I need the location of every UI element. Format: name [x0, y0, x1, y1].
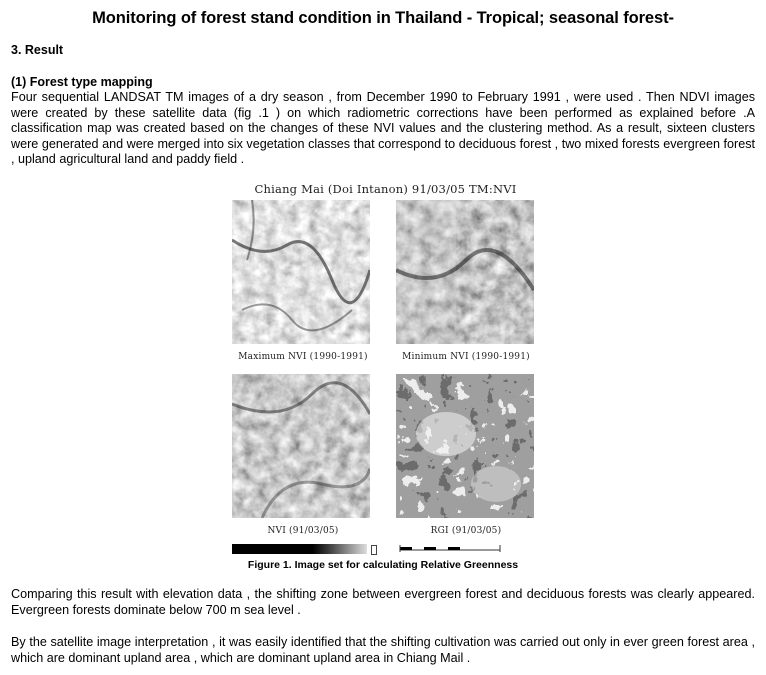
section-heading: 3. Result [11, 43, 64, 57]
panel-label-maximum-nvi: Maximum NVI (1990-1991) [238, 352, 368, 362]
panel-minimum-nvi-image [396, 200, 534, 344]
panel-nvi-image [232, 374, 370, 518]
figure-image-title: Chiang Mai (Doi Intanon) 91/03/05 TM:NVI [254, 182, 517, 196]
figure-caption: Figure 1. Image set for calculating Relative Greenness [247, 559, 519, 571]
page-title: Monitoring of forest stand condition in Thailand - Tropical; seasonal forest- [92, 9, 674, 27]
panel-label-nvi: NVI (91/03/05) [267, 526, 339, 536]
panel-label-minimum-nvi: Minimum NVI (1990-1991) [402, 352, 530, 362]
panel-label-rgi: RGI (91/03/05) [430, 526, 502, 536]
paragraph-shifting-cultivation: By the satellite image interpretation , it was easily identified that the shifting cultivation was carried out only in ever green forest area , which are dominant upland area , which are dominant upland area in Chiang Mail . [11, 635, 755, 665]
paragraph-forest-type-mapping: Four sequential LANDSAT TM images of a dry season , from December 1990 to February 1991 , were used . Then NDVI images were created by these satellite data (fig .1 ) on which radiometric corrections have been performed as explained before .A classification map was created based on the changes of these NVI values and the clustering method. As a result, sixteen clusters were generated and were merged into six vegetation classes that correspond to deciduous forest , two mixed forests evergreen forest , upland agricultural land and paddy field . [11, 90, 755, 166]
grayscale-legend-marker [371, 545, 377, 555]
distance-scale-bar [398, 542, 502, 553]
panel-rgi-image [396, 374, 534, 518]
panel-maximum-nvi-image [232, 200, 370, 344]
grayscale-legend-bar [232, 544, 367, 554]
figure-image-set [228, 178, 543, 538]
paragraph-elevation-comparison: Comparing this result with elevation data , the shifting zone between evergreen forest and deciduous forests was clearly appeared. Evergreen forests dominate below 700 m sea level . [11, 587, 755, 617]
subsection-heading: (1) Forest type mapping [11, 75, 153, 89]
